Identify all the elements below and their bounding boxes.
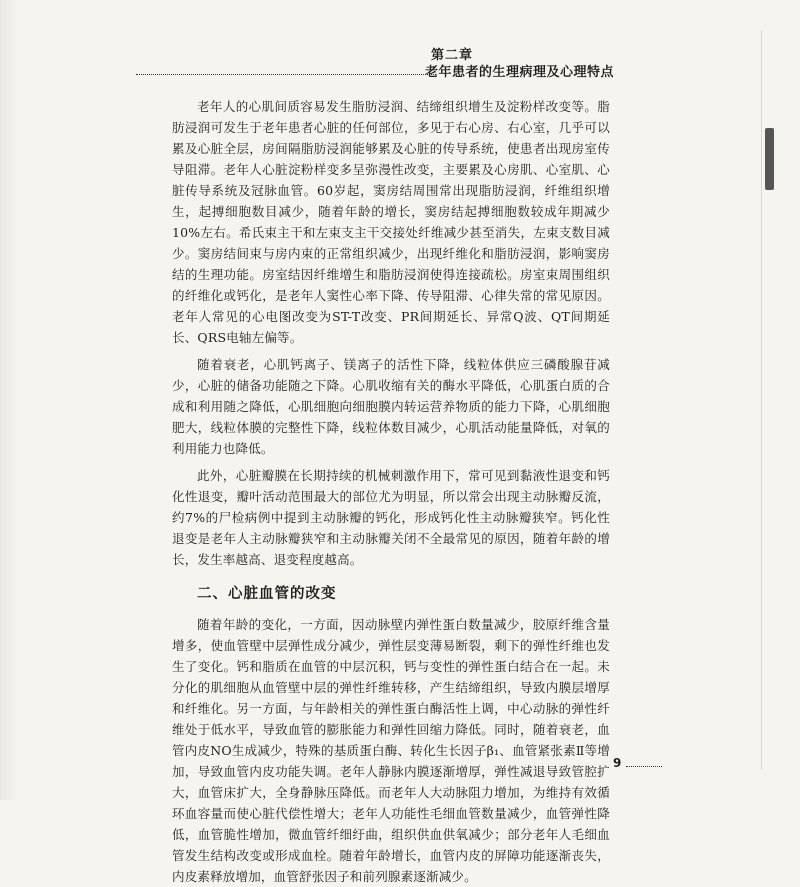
- page-edge-line: [761, 30, 762, 770]
- header-dotted-rule: [136, 74, 436, 75]
- paragraph-vascular-changes: 随着年龄的变化，一方面，因动脉壁内弹性蛋白数量减少，胶原纤维含量增多，使血管壁中层弹性成分减少，弹性层变薄易断裂，剩下的弹性纤维也发生了变化。钙和脂质在血管的中层沉积，钙与变性的弹性蛋白结合在一起。未分化的肌细胞从血管壁中层的弹性纤维转移，产生结缔组织，导致内膜层增厚和纤维化。另一方面，与年龄相关的弹性蛋白酶活性上调，中心动脉的弹性纤维处于低水平，导致血管的膨胀能力和弹性回缩力降低。同时，随着衰老，血管内皮NO生成减少，特殊的基质蛋白酶、转化生长因子β₁、血管紧张素Ⅱ等增加，导致血管内皮功能失调。老年人静脉内膜逐渐增厚，弹性减退导致管腔扩大，血管床扩大，全身静脉压降低。而老年人大动脉阻力增加，为维持有效循环血容量而使心脏代偿性增大；老年人功能性毛细血管数量减少，血管弹性降低，血管脆性增加，微血管纤细纡曲，组织供血供氧减少；部分老年人毛细血管发生结构改变或形成血栓。随着年龄增长，血管内皮的屏障功能逐渐丧失，内皮素释放增加，血管舒张因子和前列腺素逐渐减少。: [172, 617, 610, 884]
- page-body: [172, 96, 610, 887]
- footer-dotted-rule: [626, 766, 662, 767]
- page-number: 9: [613, 756, 622, 770]
- paragraph-valve-degeneration: 此外，心脏瓣膜在长期持续的机械刺激作用下，常可见到黏液性退变和钙化性退变，瓣叶活动范围最大的部位尤为明显，所以常会出现主动脉瓣反流，约7%的尸检病例中提到主动脉瓣的钙化，形成钙化性主动脉瓣狭窄。钙化性退变是老年人主动脉瓣狭窄和主动脉瓣关闭不全最常见的原因，随着年龄的增长，发生率越高、退变程度越高。: [172, 468, 610, 567]
- section-heading: 二、心脏血管的改变: [197, 586, 337, 602]
- paragraph-myocardial-function: 随着衰老，心肌钙离子、镁离子的活性下降，线粒体供应三磷酸腺苷减少，心脏的储备功能随之下降。心肌收缩有关的酶水平降低，心肌蛋白质的合成和利用随之降低，心肌细胞向细胞膜内转运营养物质的能力下降，心肌细胞肥大，线粒体膜的完整性下降，线粒体数目减少，心肌活动能量降低，对氧的利用能力也降低。: [172, 357, 610, 456]
- scan-edge-shadow: [0, 0, 18, 800]
- chapter-label: 第二章: [431, 48, 474, 63]
- chapter-title: 老年患者的生理病理及心理特点: [424, 65, 614, 80]
- thumb-index-tab: [765, 128, 774, 190]
- running-header: [136, 44, 614, 84]
- paragraph-myocardium-interstitium: 老年人的心肌间质容易发生脂肪浸润、结缔组织增生及淀粉样改变等。脂肪浸润可发生于老年患者心脏的任何部位，多见于右心房、右心室，几乎可以累及心脏全层，房间隔脂肪浸润能够累及心脏的传导系统，使患者出现房室传导阻滞。老年人心脏淀粉样变多呈弥漫性改变，主要累及心房肌、心室肌、心脏传导系统及冠脉血管。60岁起，窦房结周围常出现脂肪浸润，纤维组织增生，起搏细胞数目减少，随着年龄的增长，窦房结起搏细胞数较成年期减少10%左右。希氏束主干和左束支主干交接处纤维减少甚至消失，左束支数目减少。窦房结间束与房内束的正常组织减少，出现纤维化和脂肪浸润，影响窦房结的生理功能。房室结因纤维增生和脂肪浸润使得连接疏松。房室束周围组织的纤维化或钙化，是老年人窦性心率下降、传导阻滞、心律失常的常见原因。老年人常见的心电图改变为ST-T改变、PR间期延长、异常Q波、QT间期延长、QRS电轴左偏等。: [172, 99, 610, 345]
